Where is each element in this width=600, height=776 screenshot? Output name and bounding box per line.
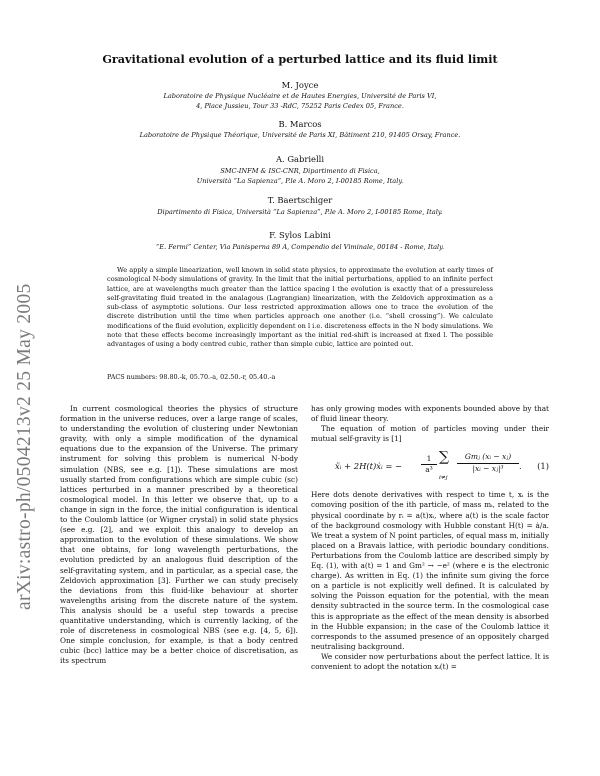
body-paragraph: The equation of motion of particles moving under their mutual self-gravity is [1] [311,424,549,444]
author-affiliation: Laboratoire de Physique Théorique, Université de Paris XI, Bâtiment 210, 91405 Orsay, France. [139,131,461,139]
equation-label: (1) [537,461,549,472]
fraction-numerator: Gmⱼ (xᵢ − xⱼ) [457,452,519,464]
author-affiliation: Dipartimento di Fisica, Università “La Sapienza”, P.le A. Moro 2, I-00185 Rome, Italy. [157,208,443,216]
coefficient-denominator: a³ [425,465,433,475]
body-paragraph: We consider now perturbations about the perfect lattice. It is convenient to adopt the notation xᵢ(t) = [311,651,549,671]
equation-coefficient [421,454,437,475]
arxiv-stamp [8,190,34,610]
author-affiliation: Università “La Sapienza”, P.le A. Moro 2, I-00185 Rome, Italy. [196,177,404,185]
author-name: B. Marcos [278,119,322,129]
body-paragraph: In current cosmological theories the physics of structure formation in the universe reduces, over a large range of scales, to understanding the evolution of clustering under Newtonian gravity, with only a simple modification of the dynamical equations due to the expansion of the Universe. The primary instrument for solving this problem is numerical N-body simulation (NBS, see e.g. [1]). These simulations are most usually started from configurations which are simple cubic (sc) lattices perturbed in a manner prescribed by a theoretical cosmological model. In this letter we observe that, up to a change in sign in the force, the initial configuration is identical to the Coulomb lattice (or Wigner crystal) in solid state physics (see e.g. [2], and we exploit this analogy to develop an approximation to the evolution of these simulations. We show that one obtains, for long wavelength perturbations, the evolution predicted by an analogous fluid description of the self-gravitating system, and in particular, as a special case, the Zeldovich approximation [3]. Further we can study precisely the deviations from this fluid-like behaviour at shorter wavelengths arising from the discrete nature of the system. This analysis should be a useful step towards a precise quantitative understanding, which is currently lacking, of the role of discreteness in cosmological NBS (see e.g. [4, 5, 6]). One simple conclusion, for example, is that a body centred cubic (bcc) lattice may be a better choice of discretisation, as its spectrum [60,404,298,666]
author-name: M. Joyce [281,80,319,90]
body-column-right [311,404,549,672]
equation-1 [311,448,549,488]
equation-lhs: ẍᵢ + 2H(t)ẋᵢ = − [335,461,403,472]
arxiv-id: arXiv:astro-ph/0504213v2 25 May 2005 [14,283,35,610]
body-paragraph: has only growing modes with exponents bounded above by that of fluid linear theory. [311,404,549,424]
fraction-denominator: |xᵢ − xⱼ|³ [472,464,504,474]
author-name: F. Sylos Labini [269,230,331,240]
author-name: A. Gabrielli [275,154,325,164]
author-name: T. Baertschiger [267,195,333,205]
body-paragraph: Here dots denote derivatives with respect to time t, xᵢ is the comoving position of the ith particle, of mass mᵢ, related to the physical coordinate by rᵢ = a(t)xᵢ, where a(t) is the scale factor of the background cosmology with Hubble constant H(t) = ȧ/a. We treat a system of N point particles, of equal mass m, initially placed on a Bravais lattice, with periodic boundary conditions. Perturbations from the Coulomb lattice are described simply by Eq. (1), with a(t) = 1 and Gm² → −e² (where e is the electronic charge). As written in Eq. (1) the infinite sum giving the force on a particle is not explicitly well defined. It is calculated by solving the Poisson equation for the potential, with the mean density subtracted in the source term. In the cosmological case this is appropriate as the effect of the mean density is absorbed in the Hubble expansion; in the case of the Coulomb lattice it corresponds to the assumed presence of an oppositely charged neutralising background. [311,490,549,651]
author-affiliation: SMC-INFM & ISC-CNR, Dipartimento di Fisica, [220,167,380,175]
equation-fraction [457,452,519,474]
abstract: We apply a simple linearization, well known in solid state physics, to approximate the evolution at early times of cosmological N-body simulations of gravity. In the limit that the initial perturbations, applied to an infinite perfect lattice, are at wavelengths much greater than the lattice spacing l the evolution is exactly that of a pressureless self-gravitating fluid treated in the analagous (Lagrangian) linearization, with the Zeldovich approximation as a sub-class of asymptotic solutions. Our less restricted approximation allows one to trace the evolution of the discrete distribution until the time when particles approach one another (i.e. “shell crossing”). We calculate modifications of the fluid evolution, explicitly dependent on l i.e. discreteness effects in the N body simulations. We note that these effects become increasingly important as the initial red-shift is increased at fixed l. The possible advantages of using a body centred cubic, rather than simple cubic, lattice are pointed out. [107,266,493,349]
equation-tail: . [519,461,522,472]
author-affiliation: “E. Fermi” Center, Via Panisperna 89 A, Compendio del Viminale, 00184 - Rome, Italy. [155,243,445,251]
author-affiliation: Laboratoire de Physique Nucléaire et de Hautes Energies, Université de Paris VI, [163,92,437,100]
pacs-numbers: PACS numbers: 98.80.-k, 05.70.-a, 02.50.-r, 05.40.-a [107,373,276,381]
author-affiliation: 4, Place Jussieu, Tour 33 -RdC, 75252 Paris Cedex 05, France. [196,102,404,110]
body-column-left [60,404,298,666]
coefficient-numerator: 1 [421,454,437,465]
summation-symbol: ∑ [439,449,449,466]
paper-title: Gravitational evolution of a perturbed lattice and its fluid limit [102,52,498,66]
summation-index: i≠j [439,475,448,482]
